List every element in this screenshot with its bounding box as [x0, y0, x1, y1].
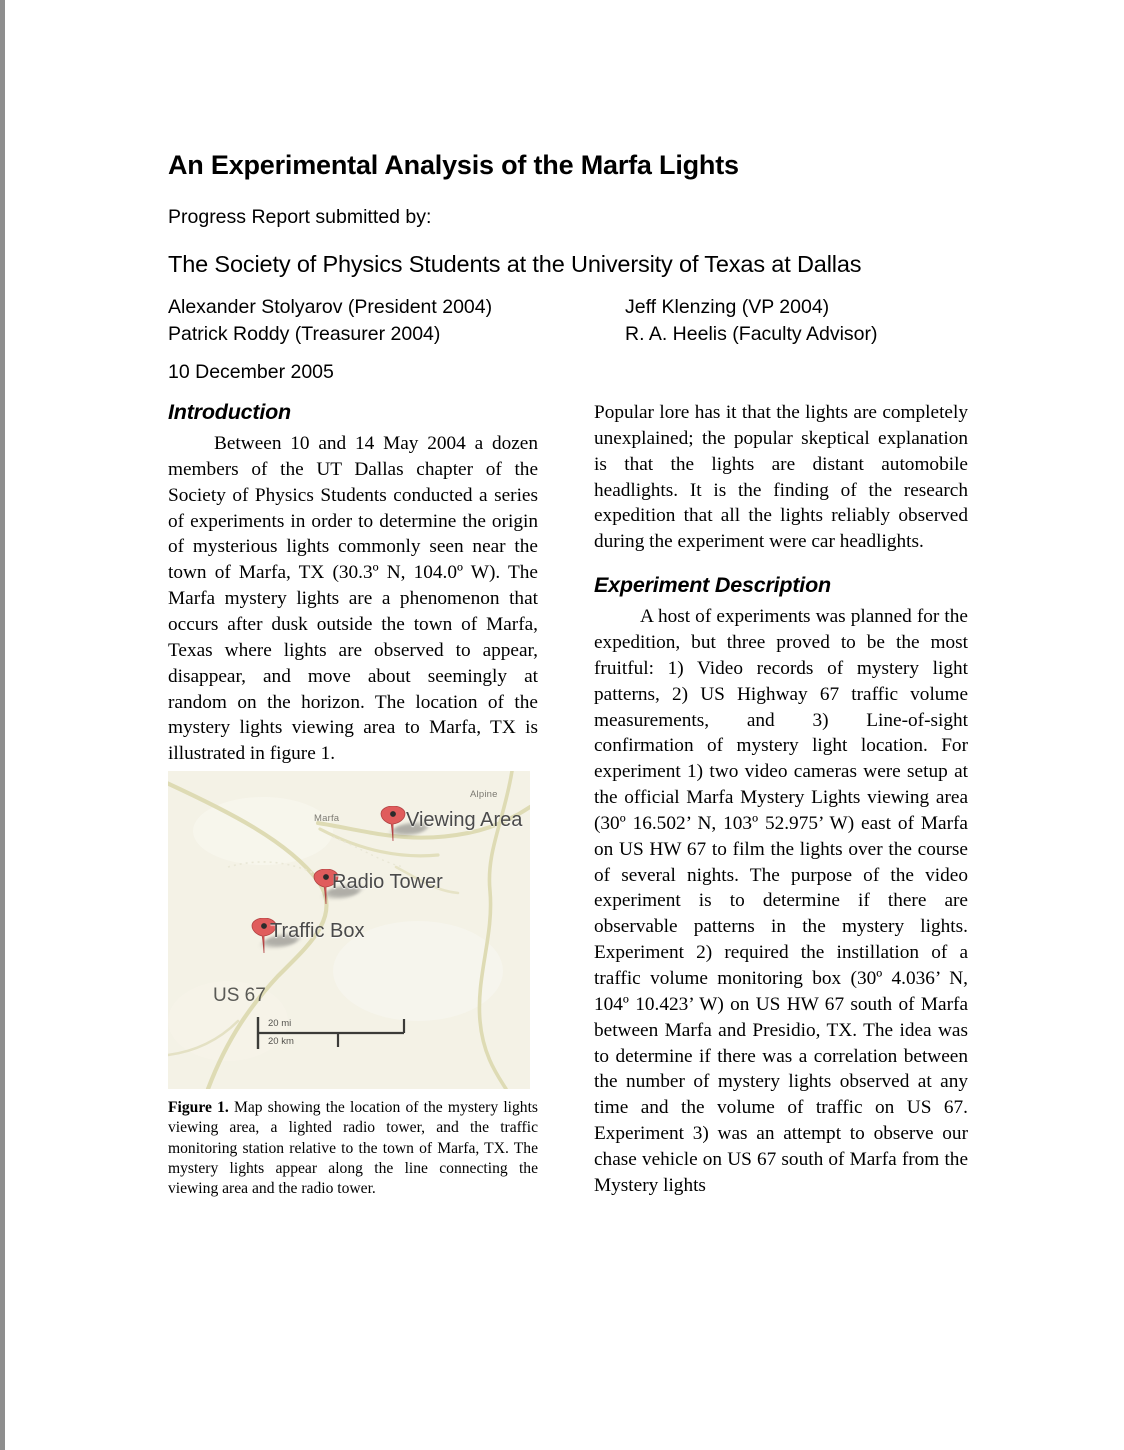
map-image: [168, 771, 530, 1089]
figure-caption: [168, 1098, 538, 1199]
page-content: [168, 150, 968, 1199]
submitted-by-label: Progress Report submitted by:: [168, 206, 432, 229]
column-left: [168, 400, 538, 1199]
column-gutter: [538, 400, 594, 1199]
body-columns: [168, 400, 968, 1199]
section-heading-experiment-description: Experiment Description: [594, 573, 831, 598]
author-name: Jeff Klenzing (VP 2004): [625, 296, 830, 319]
map-scale-kilometers: 20 km: [268, 1036, 294, 1048]
map-marker-label-radio-tower: Radio Tower: [332, 871, 443, 894]
section-heading-introduction: Introduction: [168, 400, 291, 425]
map-city-label-alpine: Alpine: [470, 789, 498, 801]
figure-caption-text: Map showing the location of the mystery lights viewing area, a lighted radio tower, and the traffic monitoring station relative to the town of Marfa, TX. The mystery lights appear along the line connecting the viewing area and the radio tower.: [168, 1099, 538, 1198]
column-right: [594, 400, 968, 1199]
paragraph-introduction: Between 10 and 14 May 2004 a dozen members of the UT Dallas chapter of the Society of Physics Students conducted a series of experiments in order to determine the origin of mysterious lights commonly seen near the town of Marfa, TX (30.3º N, 104.0º W). The Marfa mystery lights are a phenomenon that occurs after dusk outside the town of Marfa, Texas where lights are observed to appear, disappear, and move about seemingly at random on the horizon. The location of the mystery lights viewing area to Marfa, TX is illustrated in figure 1.: [168, 433, 538, 765]
author-column-left: [168, 294, 625, 347]
paragraph-popular-lore: Popular lore has it that the lights are completely unexplained; the popular skeptical explanation is that the lights are distant automobile headlights. It is the finding of the research expedition that all the lights reliably observed during the experiment were car headlights.: [594, 402, 968, 553]
figure-1: [168, 771, 538, 1199]
author-name: Patrick Roddy (Treasurer 2004): [168, 322, 441, 345]
page-title: An Experimental Analysis of the Marfa Lights: [168, 150, 739, 180]
author-list: [168, 294, 968, 347]
author-name: R. A. Heelis (Faculty Advisor): [625, 322, 878, 345]
report-date: 10 December 2005: [168, 361, 334, 384]
map-route-label-us67: US 67: [213, 985, 266, 1007]
map-marker-label-viewing-area: Viewing Area: [406, 809, 523, 832]
map-city-label-marfa: Marfa: [314, 813, 340, 825]
map-scale-miles: 20 mi: [268, 1018, 292, 1030]
organization-name: The Society of Physics Students at the University of Texas at Dallas: [168, 251, 862, 278]
map-marker-label-traffic-box: Traffic Box: [270, 920, 365, 943]
figure-caption-label: Figure 1.: [168, 1099, 229, 1117]
author-column-right: [625, 294, 968, 347]
location-pin-icon: [380, 806, 406, 842]
map-pin-viewing-area[interactable]: [380, 806, 406, 842]
author-name: Alexander Stolyarov (President 2004): [168, 296, 493, 319]
paragraph-experiment-description: A host of experiments was planned for the expedition, but three proved to be the most fruitful: 1) Video records of mystery light patterns, 2) US Highway 67 traffic volume measurements, and 3) Line-of-sight confirmation of mystery light location. For experiment 1) two video cameras were setup at the official Marfa Mystery Lights viewing area (30º 16.502’ N, 103º 52.975’ W) east of Marfa on US HW 67 to film the lights over the course of several nights. The purpose of the video experiment is to determine if there are observable patterns in the mystery lights. Experiment 2) required the instillation of a traffic volume monitoring box (30º 4.036’ N, 104º 10.423’ W) on US HW 67 south of Marfa between Marfa and Presidio, TX. The idea was to determine if there was a correlation between the number of mystery lights observed at any time and the volume of traffic on US 67. Experiment 3) was an attempt to observe our chase vehicle on US 67 south of Marfa from the Mystery lights: [594, 606, 968, 1196]
document-page: [5, 0, 1124, 1450]
